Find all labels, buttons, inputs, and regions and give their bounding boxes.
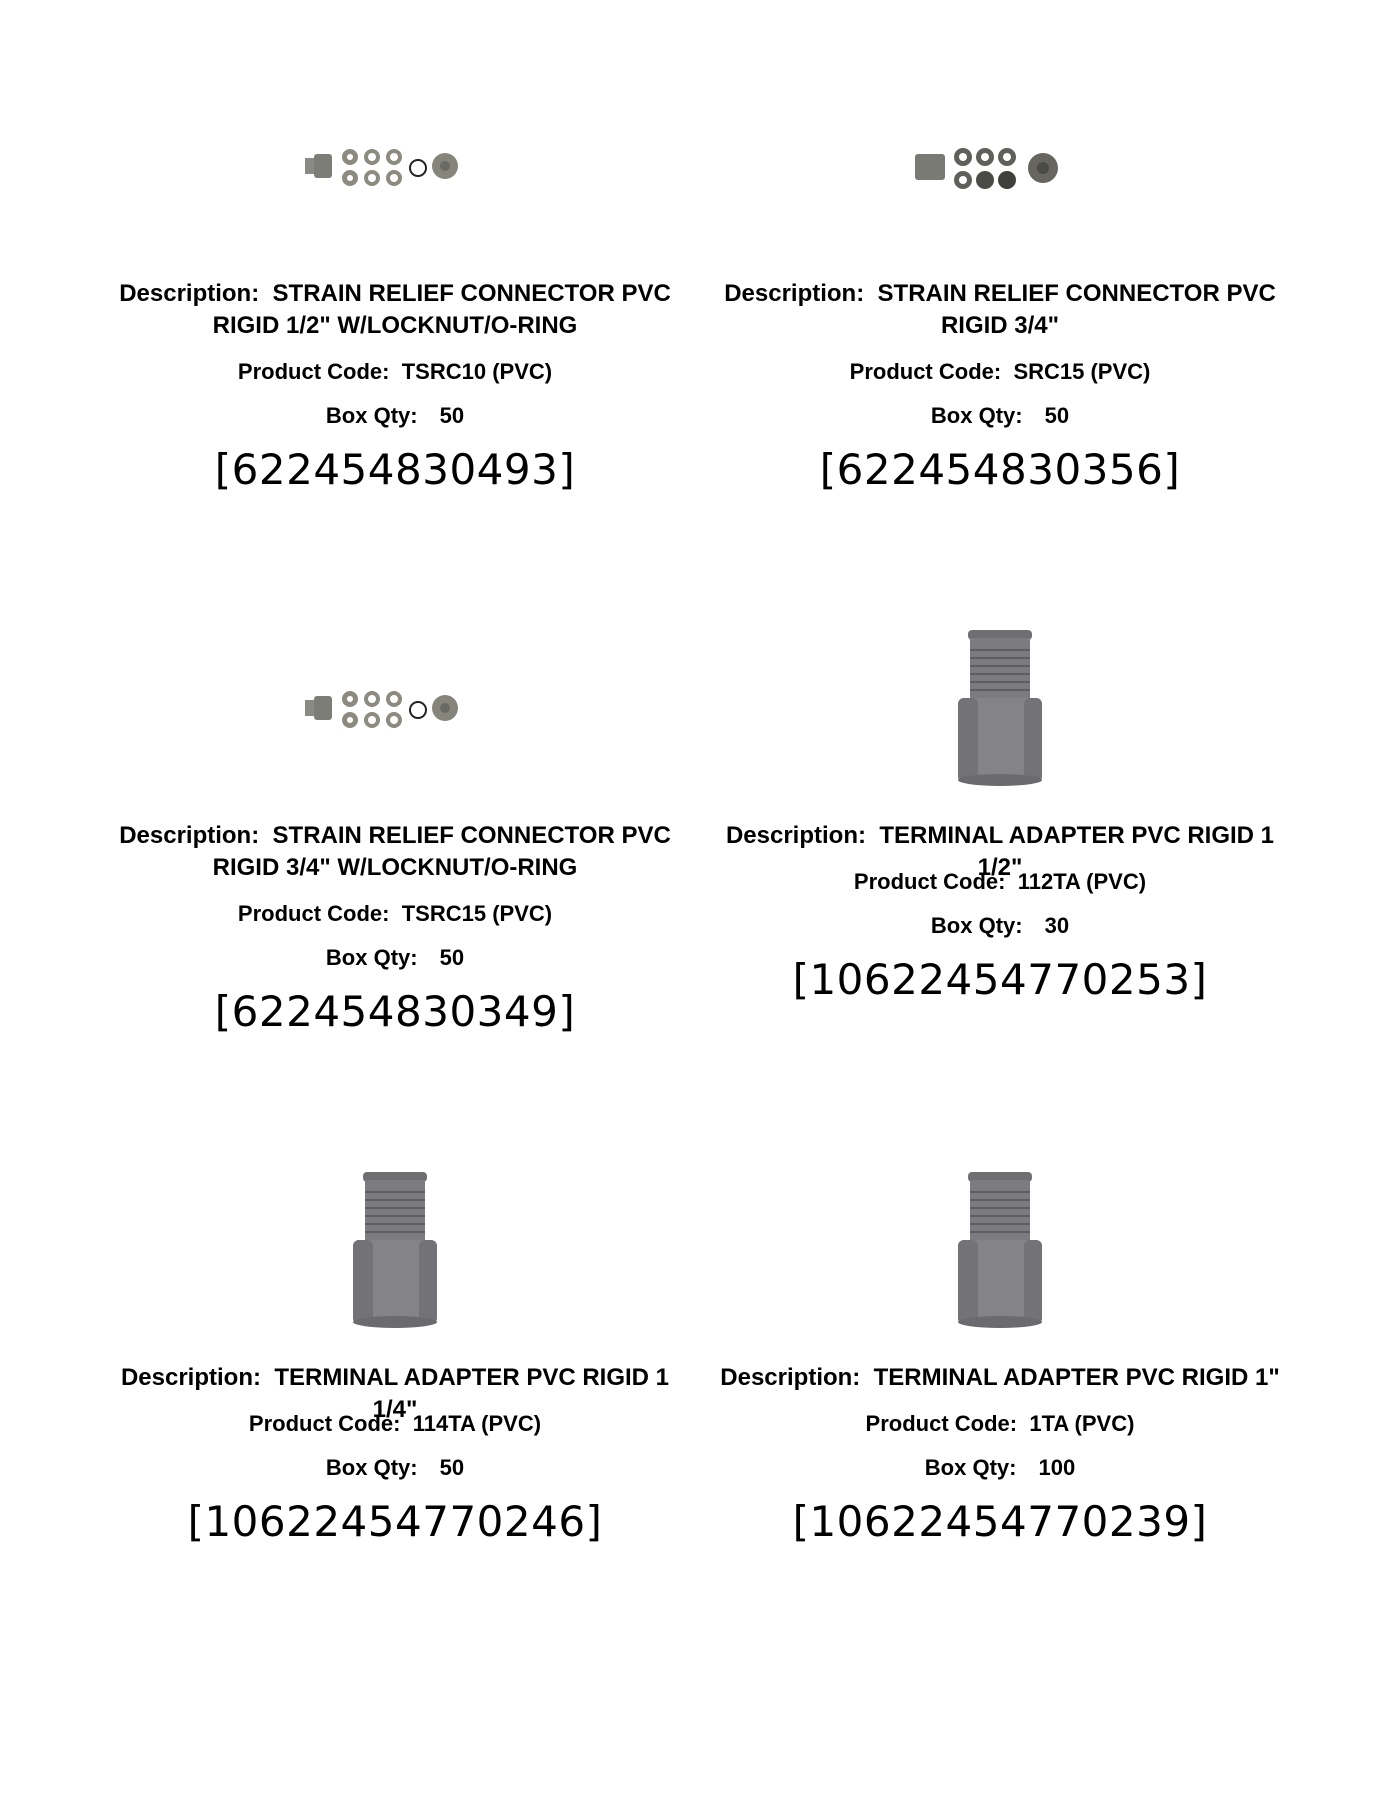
product-code [705,358,1295,386]
box-qty [100,944,690,972]
description-value: TERMINAL ADAPTER PVC RIGID 1" [873,1364,1280,1391]
product-image [705,135,1295,205]
product-image [100,677,690,747]
strain-relief-kit-icon [300,140,490,200]
product-code [100,358,690,386]
description-value: STRAIN RELIEF CONNECTOR PVC RIGID 1/2" W/LOCKNUT/O-RING [212,280,671,339]
product-code-label: Product Code: [865,1411,1018,1436]
box-qty [705,402,1295,430]
description-value: TERMINAL ADAPTER PVC RIGID 1 1/2" [879,822,1275,881]
strain-relief-kit-icon [300,682,490,742]
description-value: STRAIN RELIEF CONNECTOR PVC RIGID 3/4" W/LOCKNUT/O-RING [212,822,671,881]
upc-code: [10622454770253] [792,955,1208,1004]
product-description [705,1362,1295,1394]
description-value: STRAIN RELIEF CONNECTOR PVC RIGID 3/4" [877,280,1276,339]
product-code [100,900,690,928]
box-qty [100,402,690,430]
strain-relief-kit-icon [905,140,1095,200]
product-code-label: Product Code: [849,359,1002,384]
box-qty [705,912,1295,940]
box-qty-label: Box Qty: [930,913,1023,938]
description-label: Description: [119,822,260,849]
description-label: Description: [119,280,260,307]
product-description [100,820,690,884]
upc-code: [10622454770239] [792,1497,1208,1546]
product-code [100,1410,690,1438]
upc-code: [622454830493] [214,445,576,494]
terminal-adapter-icon [335,1166,455,1332]
product-code-value: 114TA (PVC) [412,1411,542,1436]
terminal-adapter-icon [940,624,1060,790]
box-qty-value: 100 [1038,1455,1076,1480]
product-description [705,278,1295,342]
terminal-adapter-icon [940,1166,1060,1332]
description-label: Description: [725,822,866,849]
box-qty-label: Box Qty: [325,1455,418,1480]
box-qty-label: Box Qty: [924,1455,1017,1480]
upc-code: [622454830349] [214,987,576,1036]
description-value: TERMINAL ADAPTER PVC RIGID 1 1/4" [274,1364,670,1423]
product-code-value: TSRC15 (PVC) [401,901,553,926]
product-image [705,622,1295,792]
product-image [100,1164,690,1334]
product-code-value: 1TA (PVC) [1029,1411,1135,1436]
box-qty-label: Box Qty: [325,945,418,970]
upc-code: [10622454770246] [187,1497,603,1546]
description-label: Description: [724,280,865,307]
box-qty [705,1454,1295,1482]
product-image [100,135,690,205]
description-label: Description: [120,1364,261,1391]
product-code-label: Product Code: [853,869,1006,894]
box-qty-value: 30 [1044,913,1070,938]
product-code-value: TSRC10 (PVC) [401,359,553,384]
box-qty-value: 50 [1044,403,1070,428]
product-code [705,1410,1295,1438]
product-code-label: Product Code: [237,359,390,384]
description-label: Description: [720,1364,861,1391]
box-qty [100,1454,690,1482]
product-image [705,1164,1295,1334]
product-description [100,278,690,342]
product-code [705,868,1295,896]
box-qty-value: 50 [439,403,465,428]
product-code-value: 112TA (PVC) [1017,869,1147,894]
box-qty-label: Box Qty: [325,403,418,428]
box-qty-value: 50 [439,945,465,970]
product-code-label: Product Code: [237,901,390,926]
product-code-label: Product Code: [248,1411,401,1436]
product-code-value: SRC15 (PVC) [1013,359,1151,384]
box-qty-value: 50 [439,1455,465,1480]
box-qty-label: Box Qty: [930,403,1023,428]
upc-code: [622454830356] [819,445,1181,494]
